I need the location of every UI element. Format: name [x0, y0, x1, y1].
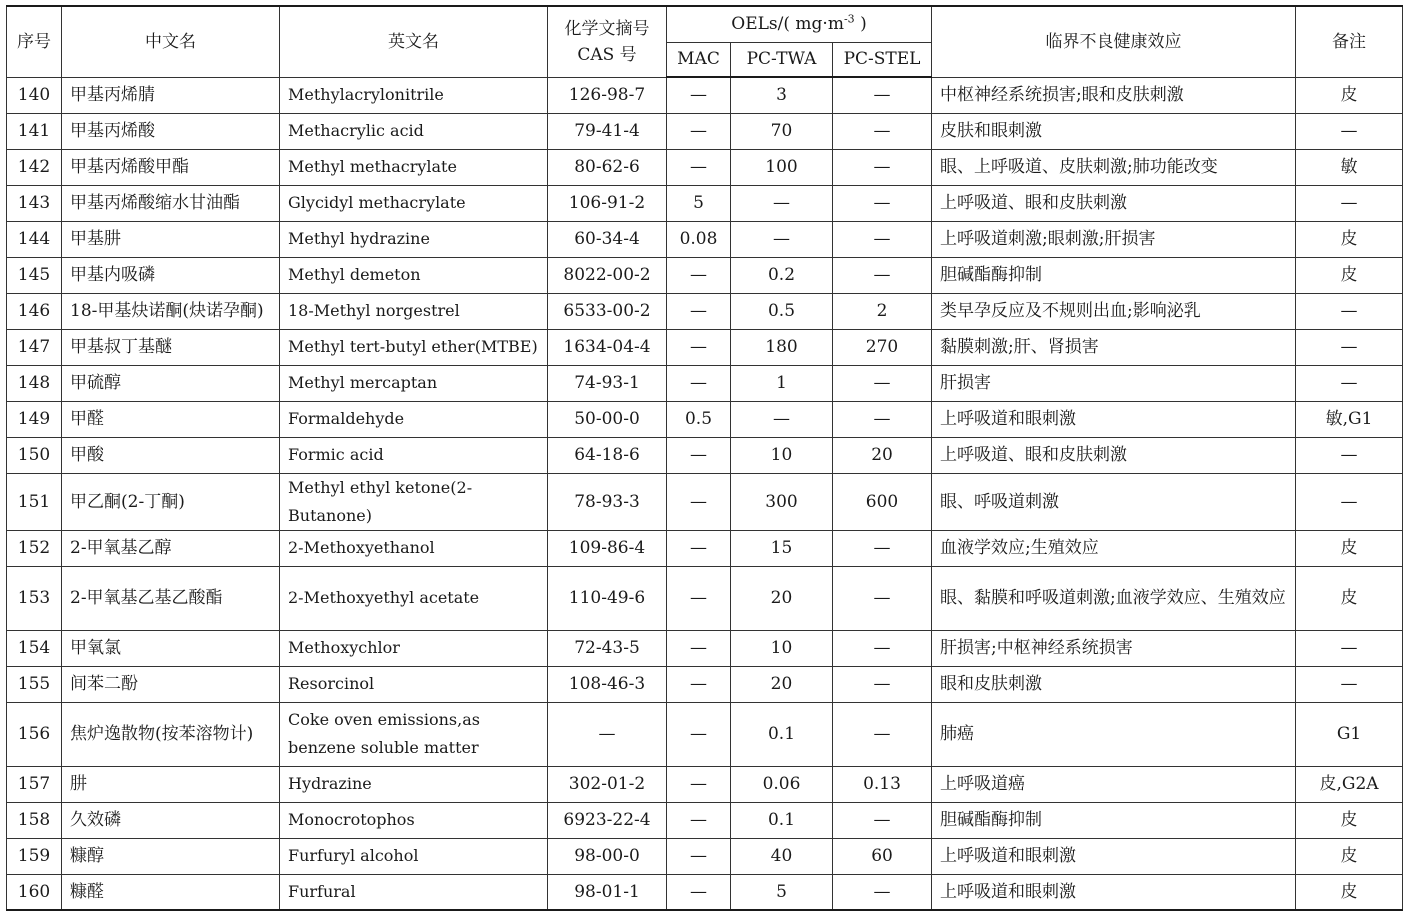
cell-english-name: Methylacrylonitrile: [280, 77, 548, 113]
cell-english-name: Methacrylic acid: [280, 113, 548, 149]
header-cas-line2: CAS 号: [577, 44, 637, 65]
cell-english-name: Furfuryl alcohol: [280, 838, 548, 874]
cell-mac: 0.5: [667, 401, 731, 437]
cell-cas: 98-00-0: [548, 838, 667, 874]
header-mac: MAC: [667, 42, 731, 77]
cell-chinese-name: 2-甲氧基乙醇: [62, 530, 280, 566]
cell-english-name: Formaldehyde: [280, 401, 548, 437]
cell-pc-twa: 180: [731, 329, 833, 365]
cell-mac: —: [667, 473, 731, 530]
cell-english-name: Methyl hydrazine: [280, 221, 548, 257]
table-row: [7, 530, 1403, 566]
table-row: [7, 566, 1403, 630]
cell-cas: 72-43-5: [548, 630, 667, 666]
cell-effect: 上呼吸道刺激;眼刺激;肝损害: [932, 221, 1296, 257]
cell-chinese-name: 甲基肼: [62, 221, 280, 257]
header-oels: [667, 6, 932, 42]
cell-mac: —: [667, 766, 731, 802]
cell-note: 皮: [1296, 77, 1403, 113]
cell-english-name: Methyl demeton: [280, 257, 548, 293]
table-row: [7, 630, 1403, 666]
cell-no: 151: [7, 473, 62, 530]
cell-note: G1: [1296, 702, 1403, 766]
cell-note: —: [1296, 437, 1403, 473]
cell-no: 159: [7, 838, 62, 874]
cell-chinese-name: 18-甲基炔诺酮(炔诺孕酮): [62, 293, 280, 329]
cell-pc-stel: —: [833, 802, 932, 838]
cell-no: 153: [7, 566, 62, 630]
cell-mac: —: [667, 293, 731, 329]
cell-chinese-name: 糠醇: [62, 838, 280, 874]
cell-mac: —: [667, 874, 731, 910]
header-no: 序号: [7, 6, 62, 77]
cell-mac: —: [667, 802, 731, 838]
cell-pc-twa: 70: [731, 113, 833, 149]
cell-effect: 肝损害: [932, 365, 1296, 401]
cell-pc-stel: 20: [833, 437, 932, 473]
table-row: [7, 838, 1403, 874]
cell-english-name: Formic acid: [280, 437, 548, 473]
cell-effect: 胆碱酯酶抑制: [932, 802, 1296, 838]
cell-pc-stel: —: [833, 630, 932, 666]
cell-pc-twa: 15: [731, 530, 833, 566]
cell-note: —: [1296, 293, 1403, 329]
cell-pc-twa: 0.2: [731, 257, 833, 293]
cell-no: 143: [7, 185, 62, 221]
cell-no: 140: [7, 77, 62, 113]
cell-effect: 眼、上呼吸道、皮肤刺激;肺功能改变: [932, 149, 1296, 185]
header-oels-close: ): [854, 14, 867, 35]
header-english-name: 英文名: [280, 6, 548, 77]
cell-cas: 74-93-1: [548, 365, 667, 401]
cell-pc-twa: 0.5: [731, 293, 833, 329]
table-row: [7, 149, 1403, 185]
cell-pc-stel: —: [833, 702, 932, 766]
cell-mac: —: [667, 149, 731, 185]
table-row: [7, 802, 1403, 838]
cell-pc-stel: 60: [833, 838, 932, 874]
cell-note: 敏,G1: [1296, 401, 1403, 437]
cell-mac: —: [667, 530, 731, 566]
cell-cas: 1634-04-4: [548, 329, 667, 365]
cell-cas: 79-41-4: [548, 113, 667, 149]
table-row: [7, 766, 1403, 802]
cell-cas: 60-34-4: [548, 221, 667, 257]
cell-chinese-name: 甲乙酮(2-丁酮): [62, 473, 280, 530]
table-row: [7, 113, 1403, 149]
cell-pc-twa: —: [731, 185, 833, 221]
cell-no: 144: [7, 221, 62, 257]
cell-note: 皮: [1296, 802, 1403, 838]
cell-no: 157: [7, 766, 62, 802]
cell-chinese-name: 甲基丙烯酸: [62, 113, 280, 149]
cell-mac: 0.08: [667, 221, 731, 257]
cell-no: 156: [7, 702, 62, 766]
cell-note: —: [1296, 630, 1403, 666]
cell-pc-twa: 40: [731, 838, 833, 874]
table-row: [7, 473, 1403, 530]
cell-note: 皮: [1296, 566, 1403, 630]
cell-mac: —: [667, 365, 731, 401]
cell-note: 皮: [1296, 874, 1403, 910]
cell-english-name: Methyl mercaptan: [280, 365, 548, 401]
cell-pc-twa: 10: [731, 437, 833, 473]
cell-english-name: Furfural: [280, 874, 548, 910]
cell-pc-twa: 5: [731, 874, 833, 910]
cell-pc-twa: 1: [731, 365, 833, 401]
cell-pc-twa: —: [731, 401, 833, 437]
table-row: [7, 221, 1403, 257]
table-row: [7, 437, 1403, 473]
table-row: [7, 185, 1403, 221]
header-cas-line1: 化学文摘号: [564, 18, 650, 39]
cell-effect: 肺癌: [932, 702, 1296, 766]
table-row: [7, 702, 1403, 766]
cell-pc-stel: —: [833, 365, 932, 401]
cell-english-name: Coke oven emissions,as benzene soluble matter: [280, 702, 548, 766]
cell-no: 142: [7, 149, 62, 185]
cell-english-name: Hydrazine: [280, 766, 548, 802]
table-row: [7, 257, 1403, 293]
table-row: [7, 666, 1403, 702]
cell-effect: 眼、呼吸道刺激: [932, 473, 1296, 530]
cell-effect: 胆碱酯酶抑制: [932, 257, 1296, 293]
cell-cas: 8022-00-2: [548, 257, 667, 293]
cell-effect: 中枢神经系统损害;眼和皮肤刺激: [932, 77, 1296, 113]
cell-pc-stel: 600: [833, 473, 932, 530]
cell-note: 敏: [1296, 149, 1403, 185]
cell-chinese-name: 甲醛: [62, 401, 280, 437]
cell-note: 皮: [1296, 838, 1403, 874]
cell-mac: —: [667, 329, 731, 365]
cell-mac: —: [667, 77, 731, 113]
cell-pc-stel: —: [833, 666, 932, 702]
cell-english-name: Methoxychlor: [280, 630, 548, 666]
header-note: 备注: [1296, 6, 1403, 77]
cell-note: —: [1296, 113, 1403, 149]
cell-pc-stel: 0.13: [833, 766, 932, 802]
cell-effect: 上呼吸道和眼刺激: [932, 874, 1296, 910]
table-header: [7, 6, 1403, 77]
header-effect: 临界不良健康效应: [932, 6, 1296, 77]
cell-pc-stel: —: [833, 401, 932, 437]
cell-cas: 98-01-1: [548, 874, 667, 910]
cell-note: 皮: [1296, 530, 1403, 566]
cell-effect: 血液学效应;生殖效应: [932, 530, 1296, 566]
cell-cas: —: [548, 702, 667, 766]
cell-cas: 50-00-0: [548, 401, 667, 437]
table-body: [7, 77, 1403, 910]
cell-no: 155: [7, 666, 62, 702]
cell-mac: 5: [667, 185, 731, 221]
cell-pc-stel: —: [833, 566, 932, 630]
cell-english-name: 18-Methyl norgestrel: [280, 293, 548, 329]
cell-pc-stel: —: [833, 77, 932, 113]
cell-effect: 上呼吸道、眼和皮肤刺激: [932, 437, 1296, 473]
cell-effect: 眼和皮肤刺激: [932, 666, 1296, 702]
cell-pc-stel: —: [833, 113, 932, 149]
cell-pc-twa: 300: [731, 473, 833, 530]
cell-pc-stel: —: [833, 257, 932, 293]
header-pc-twa: PC-TWA: [731, 42, 833, 77]
cell-mac: —: [667, 437, 731, 473]
cell-effect: 上呼吸道和眼刺激: [932, 838, 1296, 874]
cell-chinese-name: 甲基丙烯酸甲酯: [62, 149, 280, 185]
cell-pc-stel: —: [833, 149, 932, 185]
cell-effect: 类早孕反应及不规则出血;影响泌乳: [932, 293, 1296, 329]
cell-note: 皮,G2A: [1296, 766, 1403, 802]
cell-pc-stel: —: [833, 221, 932, 257]
document-page: [6, 5, 1403, 911]
cell-chinese-name: 甲氧氯: [62, 630, 280, 666]
cell-pc-twa: —: [731, 221, 833, 257]
cell-mac: —: [667, 630, 731, 666]
cell-note: 皮: [1296, 257, 1403, 293]
cell-cas: 109-86-4: [548, 530, 667, 566]
cell-english-name: 2-Methoxyethanol: [280, 530, 548, 566]
cell-no: 154: [7, 630, 62, 666]
table-row: [7, 365, 1403, 401]
cell-chinese-name: 间苯二酚: [62, 666, 280, 702]
cell-pc-stel: 2: [833, 293, 932, 329]
cell-cas: 110-49-6: [548, 566, 667, 630]
cell-english-name: Resorcinol: [280, 666, 548, 702]
cell-effect: 皮肤和眼刺激: [932, 113, 1296, 149]
cell-note: —: [1296, 329, 1403, 365]
cell-chinese-name: 甲酸: [62, 437, 280, 473]
cell-pc-twa: 0.06: [731, 766, 833, 802]
cell-pc-stel: 270: [833, 329, 932, 365]
cell-effect: 上呼吸道、眼和皮肤刺激: [932, 185, 1296, 221]
cell-no: 147: [7, 329, 62, 365]
header-oels-base: OELs/( mg·m: [731, 14, 844, 35]
cell-note: —: [1296, 666, 1403, 702]
cell-cas: 108-46-3: [548, 666, 667, 702]
table-row: [7, 77, 1403, 113]
cell-chinese-name: 焦炉逸散物(按苯溶物计): [62, 702, 280, 766]
cell-note: 皮: [1296, 221, 1403, 257]
header-oels-sup: -3: [843, 12, 855, 26]
cell-english-name: Methyl ethyl ketone(2-Butanone): [280, 473, 548, 530]
cell-cas: 80-62-6: [548, 149, 667, 185]
cell-note: —: [1296, 365, 1403, 401]
cell-cas: 6923-22-4: [548, 802, 667, 838]
cell-mac: —: [667, 113, 731, 149]
cell-effect: 眼、黏膜和呼吸道刺激;血液学效应、生殖效应: [932, 566, 1296, 630]
cell-english-name: Glycidyl methacrylate: [280, 185, 548, 221]
cell-no: 141: [7, 113, 62, 149]
cell-no: 146: [7, 293, 62, 329]
cell-no: 149: [7, 401, 62, 437]
cell-no: 158: [7, 802, 62, 838]
cell-mac: —: [667, 666, 731, 702]
header-pc-stel: PC-STEL: [833, 42, 932, 77]
cell-no: 150: [7, 437, 62, 473]
table-row: [7, 329, 1403, 365]
cell-pc-twa: 10: [731, 630, 833, 666]
cell-english-name: Methyl tert-butyl ether(MTBE): [280, 329, 548, 365]
cell-no: 152: [7, 530, 62, 566]
cell-pc-twa: 0.1: [731, 802, 833, 838]
cell-effect: 肝损害;中枢神经系统损害: [932, 630, 1296, 666]
cell-mac: —: [667, 702, 731, 766]
table-row: [7, 874, 1403, 910]
cell-pc-stel: —: [833, 185, 932, 221]
cell-cas: 6533-00-2: [548, 293, 667, 329]
cell-no: 148: [7, 365, 62, 401]
cell-chinese-name: 甲基内吸磷: [62, 257, 280, 293]
cell-chinese-name: 糠醛: [62, 874, 280, 910]
header-chinese-name: 中文名: [62, 6, 280, 77]
cell-chinese-name: 甲硫醇: [62, 365, 280, 401]
cell-english-name: 2-Methoxyethyl acetate: [280, 566, 548, 630]
cell-cas: 78-93-3: [548, 473, 667, 530]
cell-mac: —: [667, 838, 731, 874]
cell-effect: 上呼吸道癌: [932, 766, 1296, 802]
cell-cas: 302-01-2: [548, 766, 667, 802]
cell-pc-twa: 100: [731, 149, 833, 185]
cell-chinese-name: 肼: [62, 766, 280, 802]
cell-pc-twa: 20: [731, 666, 833, 702]
cell-note: —: [1296, 473, 1403, 530]
table-row: [7, 293, 1403, 329]
cell-pc-stel: —: [833, 530, 932, 566]
cell-english-name: Monocrotophos: [280, 802, 548, 838]
cell-effect: 黏膜刺激;肝、肾损害: [932, 329, 1296, 365]
cell-mac: —: [667, 566, 731, 630]
cell-mac: —: [667, 257, 731, 293]
cell-pc-twa: 3: [731, 77, 833, 113]
oel-table: [6, 5, 1403, 911]
cell-pc-twa: 0.1: [731, 702, 833, 766]
cell-chinese-name: 甲基丙烯腈: [62, 77, 280, 113]
cell-pc-stel: —: [833, 874, 932, 910]
cell-cas: 64-18-6: [548, 437, 667, 473]
cell-cas: 126-98-7: [548, 77, 667, 113]
cell-english-name: Methyl methacrylate: [280, 149, 548, 185]
cell-effect: 上呼吸道和眼刺激: [932, 401, 1296, 437]
cell-chinese-name: 甲基叔丁基醚: [62, 329, 280, 365]
cell-note: —: [1296, 185, 1403, 221]
cell-no: 145: [7, 257, 62, 293]
cell-pc-twa: 20: [731, 566, 833, 630]
table-row: [7, 401, 1403, 437]
cell-no: 160: [7, 874, 62, 910]
cell-cas: 106-91-2: [548, 185, 667, 221]
cell-chinese-name: 2-甲氧基乙基乙酸酯: [62, 566, 280, 630]
cell-chinese-name: 甲基丙烯酸缩水甘油酯: [62, 185, 280, 221]
header-cas: [548, 6, 667, 77]
cell-chinese-name: 久效磷: [62, 802, 280, 838]
